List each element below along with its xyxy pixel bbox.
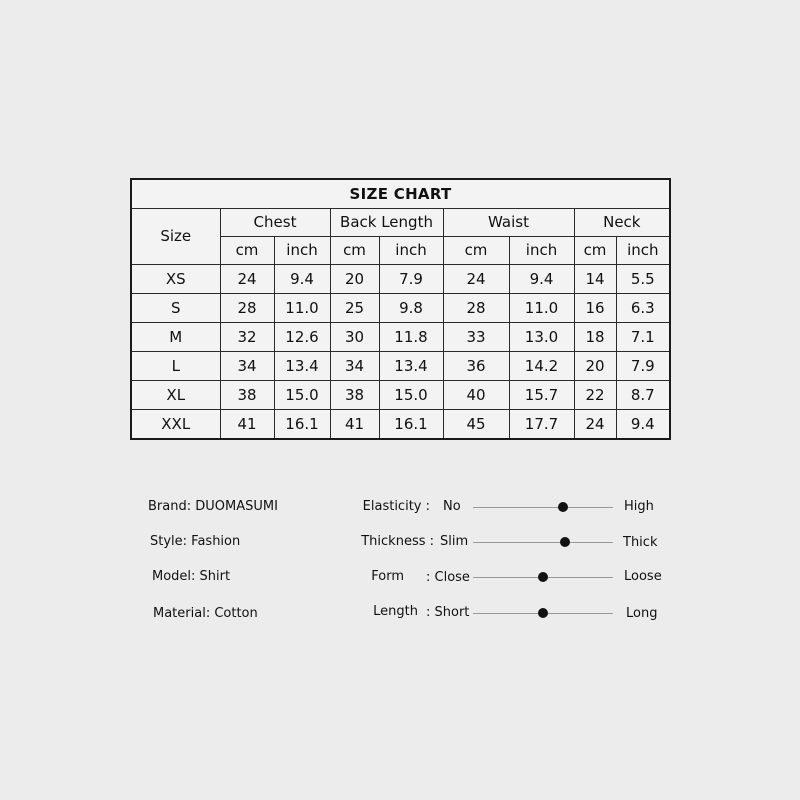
unit-header: cm bbox=[330, 237, 379, 265]
measurement-cell: 28 bbox=[443, 294, 509, 323]
measurement-cell: 15.0 bbox=[274, 381, 330, 410]
measurement-cell: 25 bbox=[330, 294, 379, 323]
measurement-cell: 14.2 bbox=[509, 352, 574, 381]
measurement-cell: 15.0 bbox=[379, 381, 443, 410]
measurement-cell: 30 bbox=[330, 323, 379, 352]
measurement-cell: 38 bbox=[220, 381, 274, 410]
measurement-cell: 38 bbox=[330, 381, 379, 410]
form-label: Form bbox=[371, 569, 404, 584]
unit-header: inch bbox=[379, 237, 443, 265]
elasticity-high-label: High bbox=[624, 499, 654, 514]
measurement-cell: 13.4 bbox=[274, 352, 330, 381]
brand-attribute: Brand: DUOMASUMI bbox=[148, 499, 278, 514]
length-high-label: Long bbox=[626, 606, 658, 621]
measurement-cell: 22 bbox=[574, 381, 616, 410]
unit-header: inch bbox=[509, 237, 574, 265]
measurement-cell: 13.4 bbox=[379, 352, 443, 381]
measurement-cell: 9.4 bbox=[274, 265, 330, 294]
thickness-track bbox=[473, 542, 613, 543]
form-low-label: : Close bbox=[426, 570, 470, 585]
neck-header: Neck bbox=[574, 209, 670, 237]
elasticity-low-label: No bbox=[443, 499, 461, 514]
thickness-high-label: Thick bbox=[623, 535, 658, 550]
chest-header: Chest bbox=[220, 209, 330, 237]
length-label: Length bbox=[373, 604, 418, 619]
unit-header: cm bbox=[574, 237, 616, 265]
measurement-cell: 11.0 bbox=[274, 294, 330, 323]
measurement-cell: 8.7 bbox=[616, 381, 670, 410]
style-attribute: Style: Fashion bbox=[150, 534, 241, 549]
measurement-cell: 45 bbox=[443, 410, 509, 440]
back-length-header: Back Length bbox=[330, 209, 443, 237]
size-cell: XL bbox=[131, 381, 220, 410]
unit-header: inch bbox=[616, 237, 670, 265]
measurement-cell: 24 bbox=[220, 265, 274, 294]
size-cell: XXL bbox=[131, 410, 220, 440]
measurement-cell: 7.9 bbox=[379, 265, 443, 294]
thickness-low-label: Slim bbox=[440, 534, 469, 549]
measurement-cell: 18 bbox=[574, 323, 616, 352]
size-column-header: Size bbox=[131, 209, 220, 265]
elasticity-track bbox=[473, 507, 613, 508]
measurement-cell: 20 bbox=[574, 352, 616, 381]
thickness-marker bbox=[560, 537, 570, 547]
form-high-label: Loose bbox=[624, 569, 662, 584]
measurement-cell: 24 bbox=[443, 265, 509, 294]
measurement-cell: 20 bbox=[330, 265, 379, 294]
measurement-cell: 34 bbox=[330, 352, 379, 381]
measurement-cell: 7.9 bbox=[616, 352, 670, 381]
measurement-cell: 16.1 bbox=[379, 410, 443, 440]
size-cell: XS bbox=[131, 265, 220, 294]
measurement-cell: 9.4 bbox=[616, 410, 670, 440]
material-attribute: Material: Cotton bbox=[153, 606, 258, 621]
measurement-cell: 16.1 bbox=[274, 410, 330, 440]
elasticity-marker bbox=[558, 502, 568, 512]
model-attribute: Model: Shirt bbox=[152, 569, 231, 584]
measurement-cell: 17.7 bbox=[509, 410, 574, 440]
size-cell: M bbox=[131, 323, 220, 352]
measurement-cell: 12.6 bbox=[274, 323, 330, 352]
measurement-cell: 24 bbox=[574, 410, 616, 440]
measurement-cell: 5.5 bbox=[616, 265, 670, 294]
measurement-cell: 36 bbox=[443, 352, 509, 381]
measurement-cell: 13.0 bbox=[509, 323, 574, 352]
unit-header: cm bbox=[443, 237, 509, 265]
measurement-cell: 9.4 bbox=[509, 265, 574, 294]
elasticity-label: Elasticity : bbox=[362, 499, 430, 514]
thickness-label: Thickness : bbox=[361, 534, 434, 549]
measurement-cell: 16 bbox=[574, 294, 616, 323]
measurement-cell: 7.1 bbox=[616, 323, 670, 352]
length-low-label: : Short bbox=[426, 605, 470, 620]
size-chart-title: SIZE CHART bbox=[131, 179, 670, 209]
length-marker bbox=[538, 608, 548, 618]
measurement-cell: 11.0 bbox=[509, 294, 574, 323]
unit-header: cm bbox=[220, 237, 274, 265]
measurement-cell: 11.8 bbox=[379, 323, 443, 352]
measurement-cell: 41 bbox=[330, 410, 379, 440]
measurement-cell: 6.3 bbox=[616, 294, 670, 323]
measurement-cell: 9.8 bbox=[379, 294, 443, 323]
measurement-cell: 41 bbox=[220, 410, 274, 440]
measurement-cell: 34 bbox=[220, 352, 274, 381]
measurement-cell: 15.7 bbox=[509, 381, 574, 410]
measurement-cell: 32 bbox=[220, 323, 274, 352]
measurement-cell: 28 bbox=[220, 294, 274, 323]
size-cell: S bbox=[131, 294, 220, 323]
measurement-cell: 33 bbox=[443, 323, 509, 352]
unit-header: inch bbox=[274, 237, 330, 265]
measurement-cell: 40 bbox=[443, 381, 509, 410]
size-cell: L bbox=[131, 352, 220, 381]
form-marker bbox=[538, 572, 548, 582]
waist-header: Waist bbox=[443, 209, 574, 237]
measurement-cell: 14 bbox=[574, 265, 616, 294]
